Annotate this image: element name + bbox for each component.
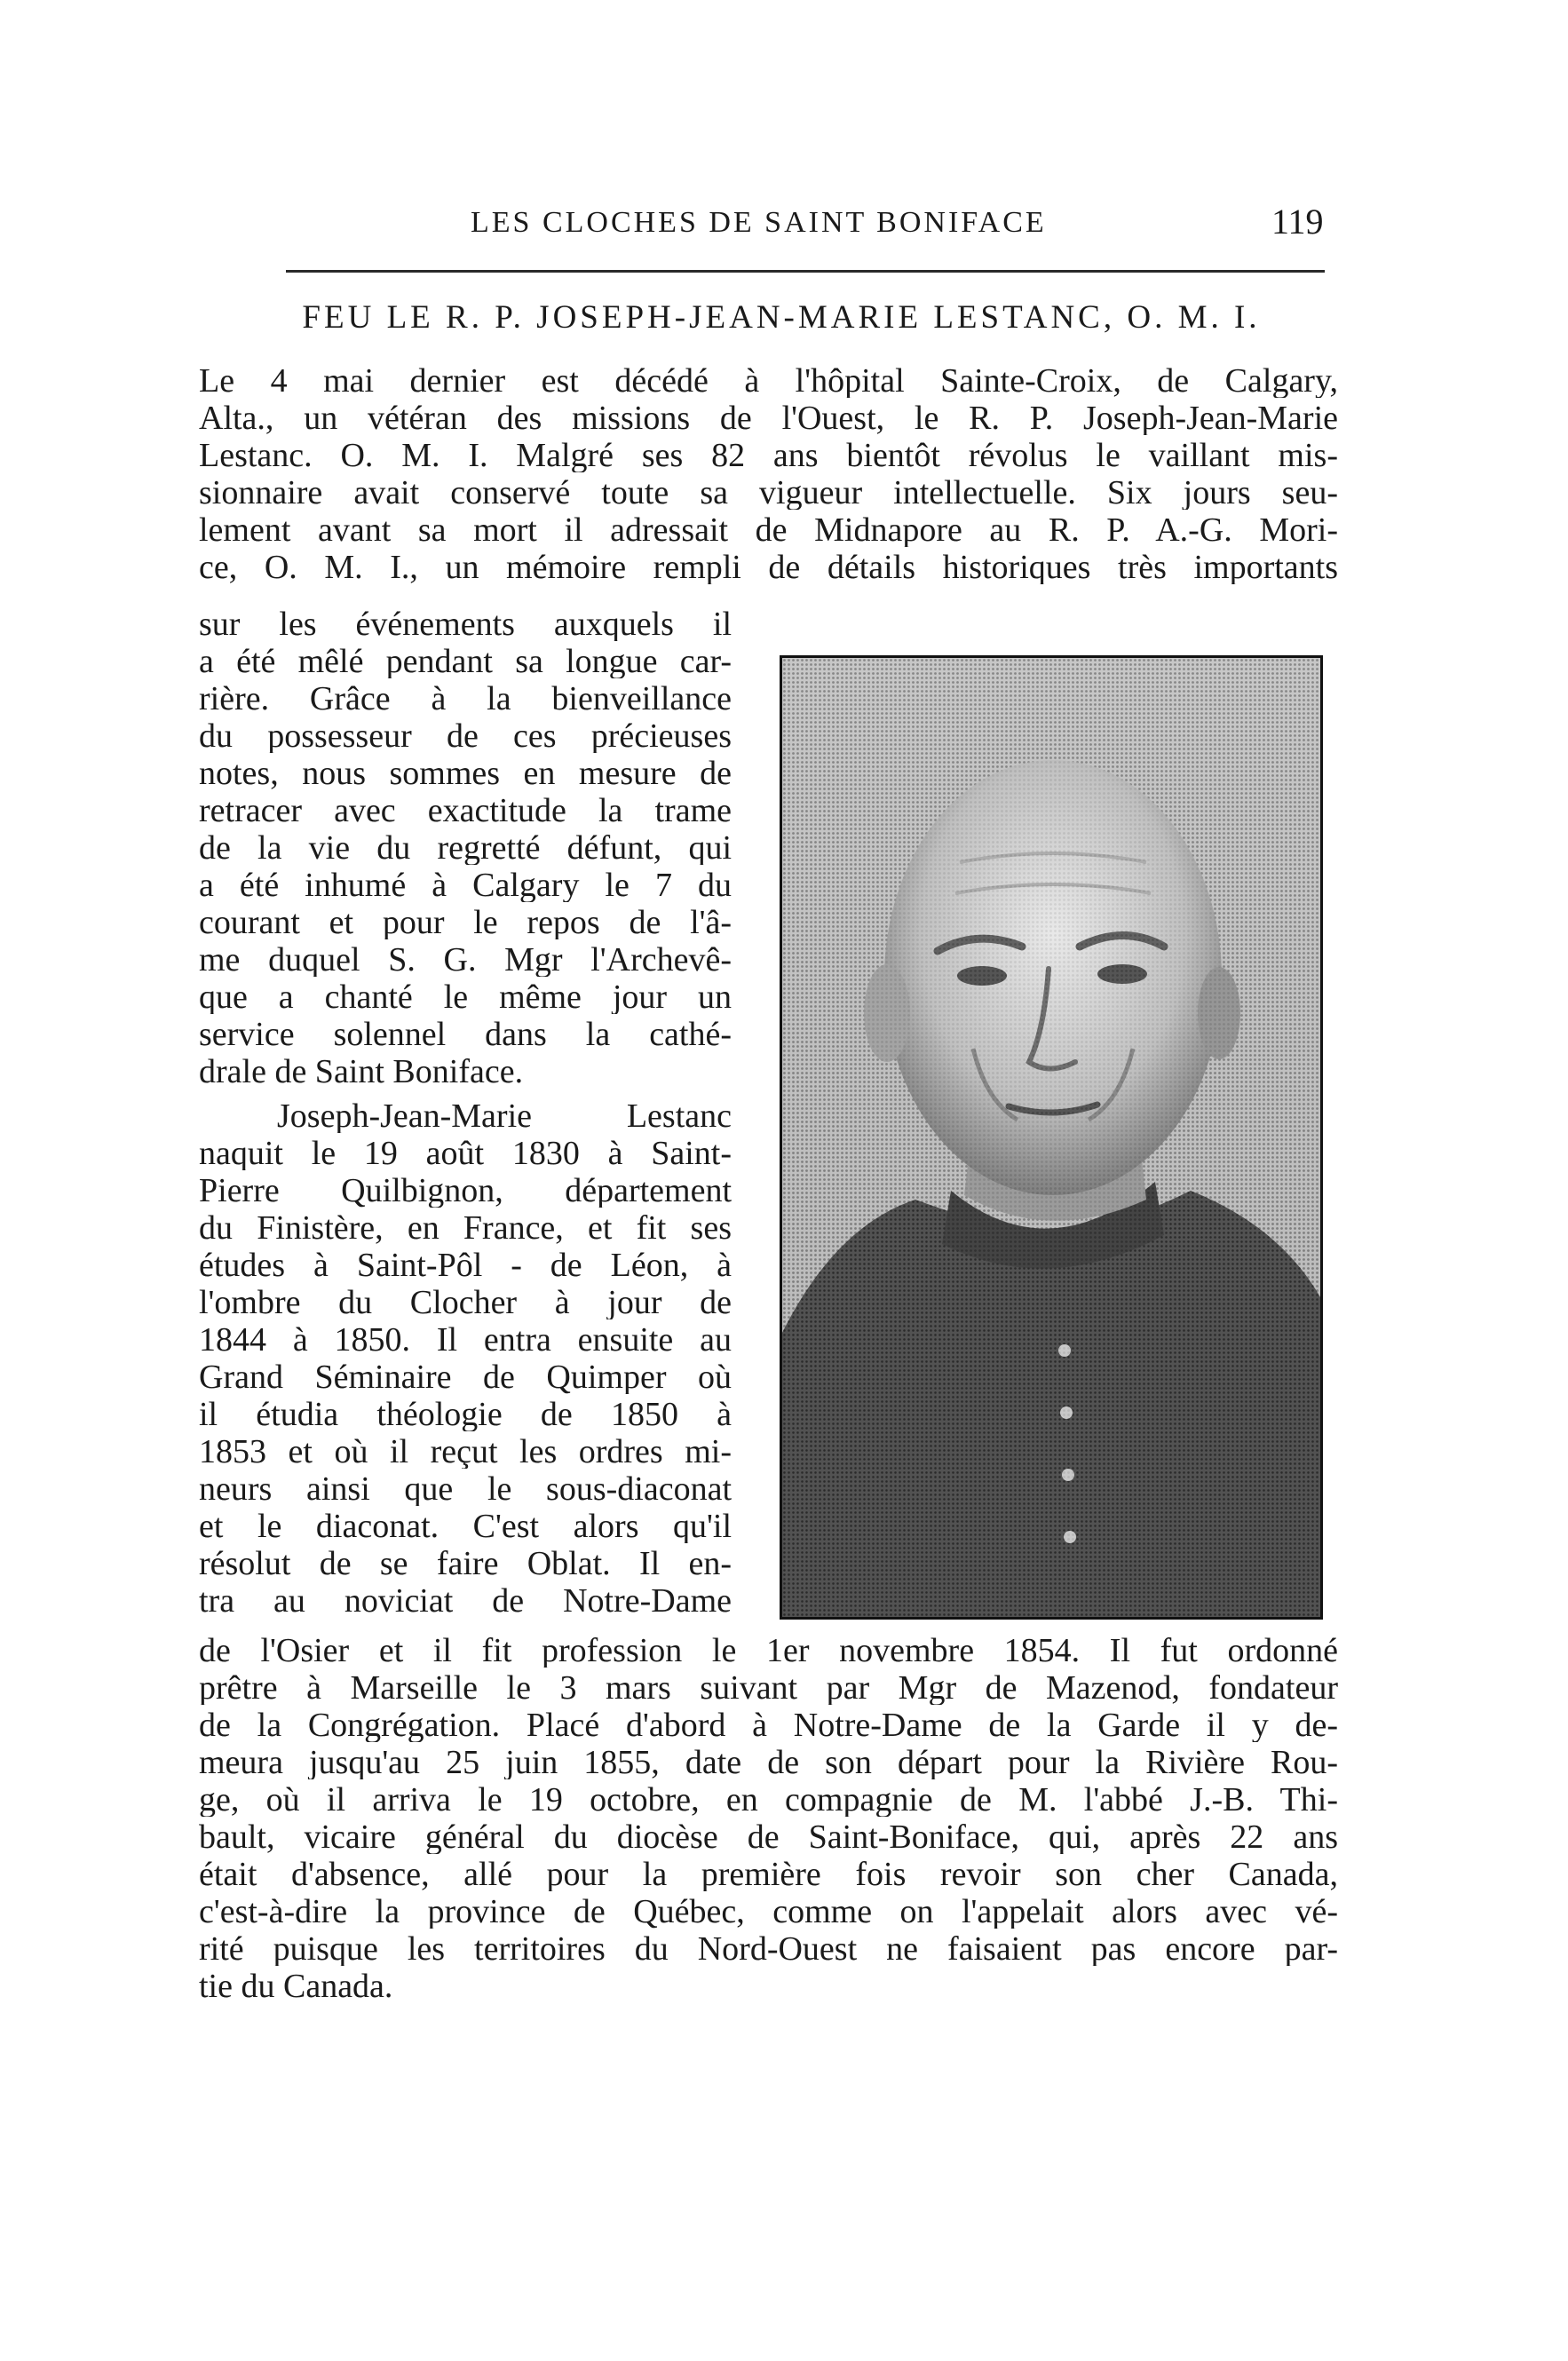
text-line: bault, vicaire général du diocèse de Saint-Boniface, qui, après 22 ans [199, 1820, 1338, 1854]
text-line: a été inhumé à Calgary le 7 du [199, 868, 732, 902]
text-line: 1853 et où il reçut les ordres mi- [199, 1435, 732, 1469]
text-line: Le 4 mai dernier est décédé à l'hôpital Sainte-Croix, de Calgary, [199, 364, 1338, 398]
text-line: c'est-à-dire la province de Québec, comme on l'appelait alors avec vé- [199, 1895, 1338, 1929]
text-line: tra au noviciat de Notre-Dame [199, 1584, 732, 1618]
text-line: Joseph-Jean-Marie Lestanc [277, 1099, 732, 1133]
text-line: l'ombre du Clocher à jour de [199, 1286, 732, 1319]
text-line: retracer avec exactitude la trame [199, 794, 732, 828]
text-line: 1844 à 1850. Il entra ensuite au [199, 1323, 732, 1357]
header-rule [286, 270, 1325, 273]
text-line: ce, O. M. I., un mémoire rempli de détails historiques très importants [199, 551, 1338, 584]
text-line: notes, nous sommes en mesure de [199, 757, 732, 790]
text-line: études à Saint-Pôl - de Léon, à [199, 1248, 732, 1282]
text-line: de la Congrégation. Placé d'abord à Notre-Dame de la Garde il y de- [199, 1708, 1338, 1742]
text-line: me duquel S. G. Mgr l'Archevê- [199, 943, 732, 977]
text-line: rité puisque les territoires du Nord-Ouest ne faisaient pas encore par- [199, 1932, 1338, 1966]
text-line: a été mêlé pendant sa longue car- [199, 645, 732, 678]
text-line: meura jusqu'au 25 juin 1855, date de son départ pour la Rivière Rou- [199, 1746, 1338, 1779]
text-line: sur les événements auxquels il [199, 607, 732, 641]
text-line: lement avant sa mort il adressait de Midnapore au R. P. A.-G. Mori- [199, 513, 1338, 547]
page-number: 119 [1271, 202, 1324, 242]
running-title: LES CLOCHES DE SAINT BONIFACE [471, 206, 1047, 239]
running-head [0, 202, 1568, 259]
text-line: neurs ainsi que le sous-diaconat [199, 1472, 732, 1506]
text-line: prêtre à Marseille le 3 mars suivant par Mgr de Mazenod, fondateur [199, 1671, 1338, 1705]
text-line: résolut de se faire Oblat. Il en- [199, 1547, 732, 1581]
text-line: naquit le 19 août 1830 à Saint- [199, 1137, 732, 1170]
text-line: de la vie du regretté défunt, qui [199, 831, 732, 865]
text-line: du possesseur de ces précieuses [199, 719, 732, 753]
article-title: FEU LE R. P. JOSEPH-JEAN-MARIE LESTANC, O. M. I. [302, 299, 1261, 336]
text-line: de l'Osier et il fit profession le 1er novembre 1854. Il fut ordonné [199, 1634, 1338, 1668]
text-line: Grand Séminaire de Quimper où [199, 1360, 732, 1394]
text-line: courant et pour le repos de l'â- [199, 906, 732, 939]
text-line: que a chanté le même jour un [199, 980, 732, 1014]
text-line: sionnaire avait conservé toute sa vigueur intellectuelle. Six jours seu- [199, 476, 1338, 510]
text-line: et le diaconat. C'est alors qu'il [199, 1509, 732, 1543]
text-line: Lestanc. O. M. I. Malgré ses 82 ans bientôt révolus le vaillant mis- [199, 439, 1338, 472]
text-line: ge, où il arriva le 19 octobre, en compagnie de M. l'abbé J.-B. Thi- [199, 1783, 1338, 1817]
text-line: tie du Canada. [199, 1968, 393, 2005]
portrait-photo [780, 655, 1323, 1620]
text-line: drale de Saint Boniface. [199, 1053, 524, 1090]
text-line: du Finistère, en France, et fit ses [199, 1211, 732, 1245]
text-line: Pierre Quilbignon, département [199, 1174, 732, 1208]
text-line: Alta., un vétéran des missions de l'Ouest, le R. P. Joseph-Jean-Marie [199, 401, 1338, 435]
text-line: rière. Grâce à la bienveillance [199, 682, 732, 716]
text-line: service solennel dans la cathé- [199, 1018, 732, 1051]
text-line: était d'absence, allé pour la première fois revoir son cher Canada, [199, 1858, 1338, 1891]
text-line: il étudia théologie de 1850 à [199, 1398, 732, 1431]
